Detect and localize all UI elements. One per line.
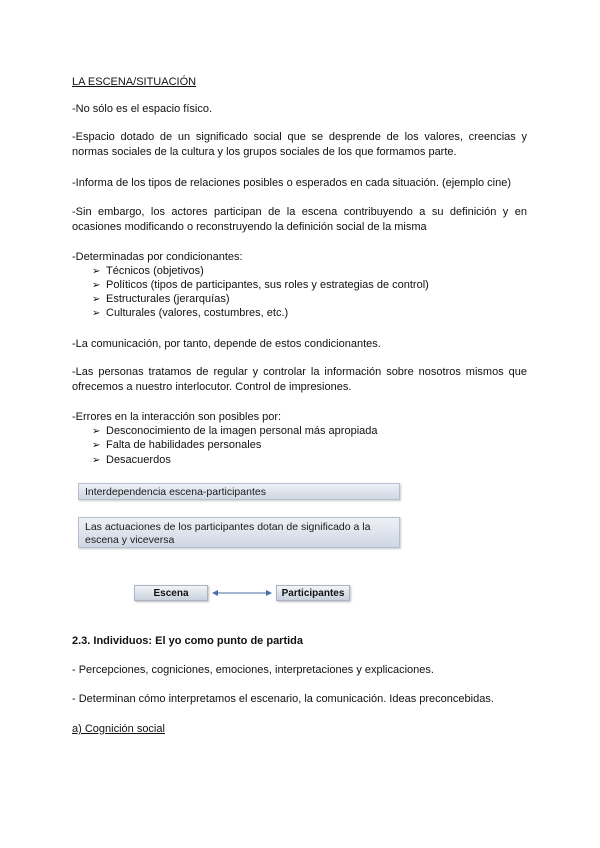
list-item <box>92 453 171 468</box>
list-item-label: Estructurales (jerarquías) <box>106 293 230 305</box>
subsection-title: a) Cognición social <box>72 723 165 735</box>
paragraph-interpretation: - Determinan cómo interpretamos el escenario, la comunicación. Ideas preconcebidas. <box>72 693 494 705</box>
list-item <box>92 438 261 453</box>
diagram-node-participantes: Participantes <box>276 585 350 601</box>
page-heading: LA ESCENA/SITUACIÓN <box>72 76 197 88</box>
diagram-node-escena: Escena <box>134 585 208 601</box>
arrow-bullet-icon: ➢ <box>92 280 101 291</box>
list-item <box>92 424 378 439</box>
paragraph-communication: -La comunicación, por tanto, depende de estos condicionantes. <box>72 338 381 350</box>
paragraph-social-meaning: -Espacio dotado de un significado social que se desprende de los valores, creencias y normas sociales de la cultura y los grupos sociales de los que formamos parte. <box>72 131 527 158</box>
arrow-bullet-icon: ➢ <box>92 308 101 319</box>
paragraph-impression-control: -Las personas tratamos de regular y controlar la información sobre nosotros mismos que ofrecemos a nuestro interlocutor. Control de impresiones. <box>72 366 527 393</box>
arrow-bullet-icon: ➢ <box>92 294 101 305</box>
paragraph-actors: -Sin embargo, los actores participan de la escena contribuyendo a su definición y en ocasiones modificando o reconstruyendo la definición social de la misma <box>72 206 527 233</box>
list-item-label: Desconocimiento de la imagen personal más apropiada <box>106 425 378 437</box>
paragraph-conditions-intro: -Determinadas por condicionantes: <box>72 251 243 263</box>
diagram-box-interdependence: Interdependencia escena-participantes <box>78 483 400 500</box>
arrow-bullet-icon: ➢ <box>92 455 101 466</box>
list-item-label: Culturales (valores, costumbres, etc.) <box>106 307 289 319</box>
list-item <box>92 306 288 321</box>
list-item <box>92 264 204 279</box>
arrow-bullet-icon: ➢ <box>92 440 101 451</box>
arrow-bullet-icon: ➢ <box>92 266 101 277</box>
paragraph-perceptions: - Percepciones, cogniciones, emociones, interpretaciones y explicaciones. <box>72 664 434 676</box>
list-item-label: Políticos (tipos de participantes, sus roles y estrategias de control) <box>106 279 429 291</box>
list-item-label: Falta de habilidades personales <box>106 439 262 451</box>
section-title: 2.3. Individuos: El yo como punto de partida <box>72 635 304 647</box>
paragraph-physical-space: -No sólo es el espacio físico. <box>72 103 213 115</box>
list-item-label: Técnicos (objetivos) <box>106 265 204 277</box>
diagram-box-actions: Las actuaciones de los participantes dotan de significado a la escena y viceversa <box>78 517 400 548</box>
list-item <box>92 278 429 293</box>
list-item-label: Desacuerdos <box>106 454 171 466</box>
paragraph-relations: -Informa de los tipos de relaciones posibles o esperados en cada situación. (ejemplo cine) <box>72 177 512 189</box>
paragraph-errors-intro: -Errores en la interacción son posibles por: <box>72 411 282 423</box>
double-arrow-icon <box>212 587 272 599</box>
list-item <box>92 292 230 307</box>
arrow-bullet-icon: ➢ <box>92 426 101 437</box>
